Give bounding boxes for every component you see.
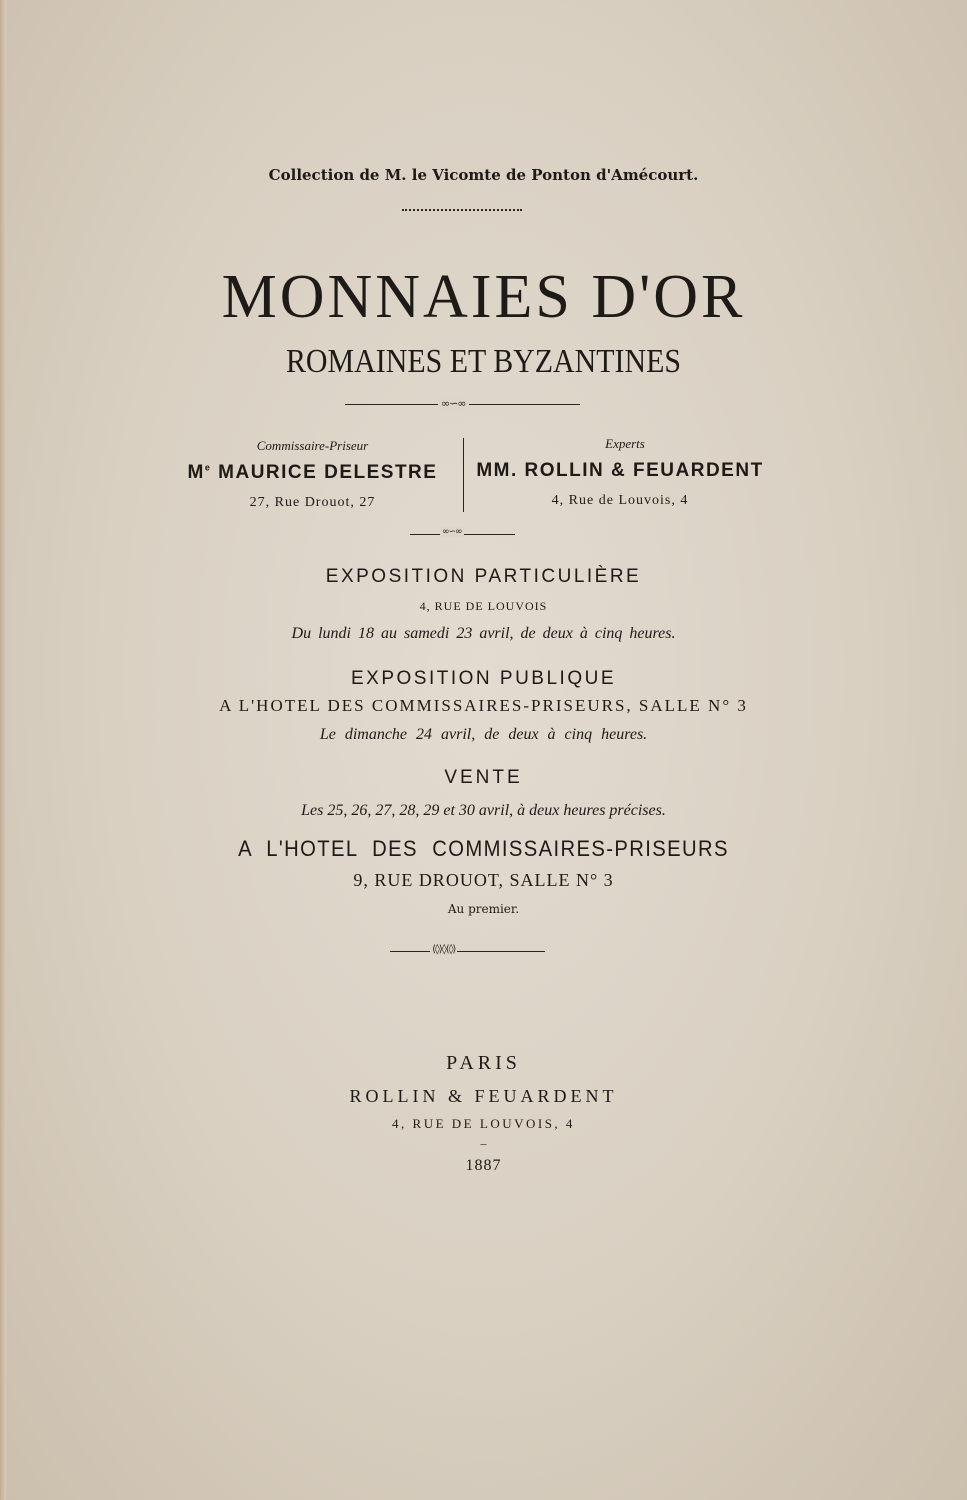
page-edge — [0, 0, 6, 1500]
auctioneer-name-line — [175, 462, 450, 484]
auctioneer-address: 27, Rue Drouot, 27 — [249, 495, 376, 510]
column-divider — [463, 438, 464, 512]
vente-floor: Au premier. — [447, 902, 520, 916]
expo-particuliere-dates: Du lundi 18 au samedi 23 avril, de deux à cinq heures. — [291, 625, 676, 642]
vente-heading: VENTE — [444, 767, 523, 788]
page-subtitle: ROMAINES ET BYZANTINES — [285, 343, 682, 380]
imprint-address: 4, RUE DE LOUVOIS, 4 — [392, 1116, 575, 1131]
auctioneer-prefix-sup: e — [204, 462, 212, 473]
vente-address: 9, RUE DROUOT, SALLE N° 3 — [353, 870, 614, 890]
expo-publique-dates: Le dimanche 24 avril, de deux à cinq heures. — [319, 726, 648, 743]
auctioneer-prefix: M — [187, 462, 205, 483]
imprint-city: PARIS — [446, 1052, 521, 1074]
expo-publique-location: A L'HOTEL DES COMMISSAIRES-PRISEURS, SALLE N° 3 — [219, 696, 748, 715]
imprint-publisher: ROLLIN & FEUARDENT — [349, 1086, 618, 1106]
ornament-icon: ∞∽∞ — [438, 397, 469, 410]
experts-role: Experts — [605, 436, 645, 451]
ornament-icon-large: ⟨◊⟩◊⟨◊⟩ — [432, 944, 456, 955]
wavy-rule — [402, 209, 522, 211]
expo-particuliere-address: 4, RUE DE LOUVOIS — [419, 599, 548, 613]
auctioneer-name: MAURICE DELESTRE — [218, 462, 438, 483]
experts-name: MM. ROLLIN & FEUARDENT — [476, 460, 764, 481]
vente-location: A L'HOTEL DES COMMISSAIRES-PRISEURS — [238, 836, 729, 861]
imprint-dash: – — [480, 1136, 487, 1150]
expo-publique-heading: EXPOSITION PUBLIQUE — [351, 668, 616, 689]
imprint-year: 1887 — [465, 1157, 502, 1174]
collection-line: Collection de M. le Vicomte de Ponton d'Amécourt. — [268, 166, 699, 184]
auctioneer-role: Commissaire-Priseur — [256, 438, 369, 453]
ornament-icon-small: ∞∽∞ — [442, 527, 462, 537]
expo-particuliere-heading: EXPOSITION PARTICULIÈRE — [325, 566, 642, 587]
vente-dates: Les 25, 26, 27, 28, 29 et 30 avril, à deux heures précises. — [301, 802, 666, 819]
experts-address: 4, Rue de Louvois, 4 — [551, 493, 689, 508]
page-title: MONNAIES D'OR — [221, 263, 746, 331]
ornament-rule-3 — [390, 951, 545, 952]
